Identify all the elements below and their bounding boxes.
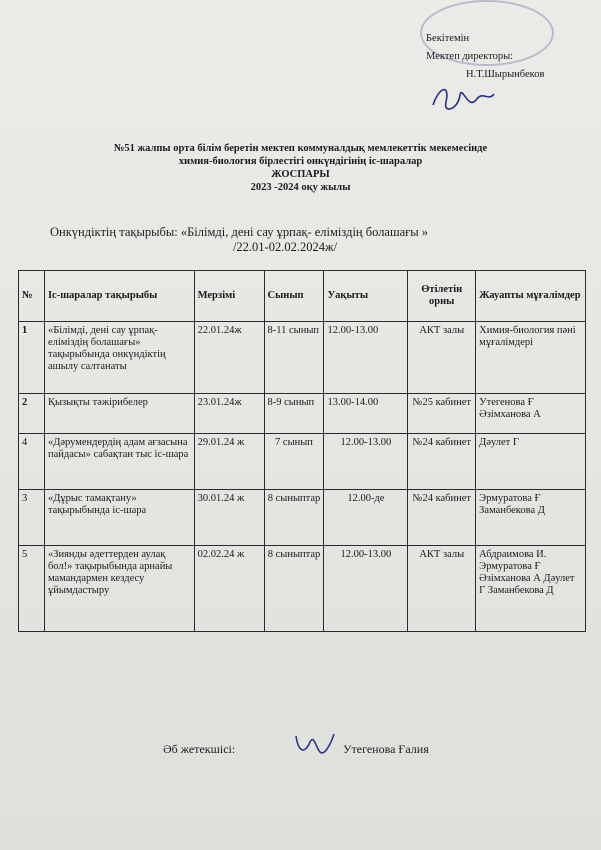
cell-title: «Зиянды әдеттерден аулақ бол!» тақырыбында арнайы мамандармен кездесу ұйымдастыру <box>44 546 194 632</box>
cell-teacher: Эрмуратова Ғ Заманбекова Д <box>476 490 586 546</box>
col-date: Мерзімі <box>194 271 264 322</box>
cell-teacher: Утегенова Ғ Әзімханова А <box>476 394 586 434</box>
head-signature <box>290 728 340 762</box>
cell-time: 13.00-14.00 <box>324 394 408 434</box>
cell-number: 1 <box>19 322 45 394</box>
topic-dates: /22.01-02.02.2024ж/ <box>232 240 338 254</box>
approval-position: Мектеп директоры: <box>426 51 514 62</box>
cell-teacher: Дәулет Г <box>476 434 586 490</box>
approval-name: Н.Т.Шырынбеков <box>466 69 545 80</box>
col-teacher: Жауапты мұғалімдер <box>476 271 586 322</box>
cell-place: №24 кабинет <box>408 434 476 490</box>
cell-date: 22.01.24ж <box>194 322 264 394</box>
approval-title: Бекітемін <box>426 33 470 44</box>
cell-place: АКТ залы <box>408 546 476 632</box>
cell-date: 30.01.24 ж <box>194 490 264 546</box>
header-year: 2023 -2024 оқу жылы <box>250 182 351 193</box>
col-title: Іс-шаралар тақырыбы <box>44 271 194 322</box>
cell-teacher: Химия-биология пәні мұғалімдері <box>476 322 586 394</box>
cell-date: 23.01.24ж <box>194 394 264 434</box>
cell-time: 12.00-13.00 <box>324 322 408 394</box>
cell-teacher: Абдраимова И. Эрмуратова Ғ Әзімханова А Дәулет Г Заманбекова Д <box>476 546 586 632</box>
cell-class: 8 сыныптар <box>264 490 324 546</box>
cell-place: №24 кабинет <box>408 490 476 546</box>
cell-number: 5 <box>19 546 45 632</box>
cell-number: 2 <box>19 394 45 434</box>
cell-date: 02.02.24 ж <box>194 546 264 632</box>
cell-place: АКТ залы <box>408 322 476 394</box>
header-line-2: химия-биология бірлестігі онкүндігінің іс-шаралар <box>178 156 423 167</box>
cell-title: «Дәрумендердің адам ағзасына пайдасы» сабақтан тыс іс-шара <box>44 434 194 490</box>
col-time: Уақыты <box>324 271 408 322</box>
topic-line-1: Онкүндіктің тақырыбы: «Білімді, дені сау ұрпақ- еліміздің болашағы » <box>50 225 429 239</box>
cell-title: Қызықты тәжірибелер <box>44 394 194 434</box>
cell-title: «Білімді, дені сау ұрпақ-еліміздің болашағы» тақырыбында онкүндіктің ашылу салтанаты <box>44 322 194 394</box>
cell-time: 12.00-13.00 <box>324 434 408 490</box>
col-class: Сынып <box>264 271 324 322</box>
director-signature <box>428 80 498 120</box>
cell-title: «Дұрыс тамақтану» тақырыбында іс-шара <box>44 490 194 546</box>
approval-block <box>426 30 544 84</box>
topic-block <box>50 225 520 255</box>
col-place: Өтілетін орны <box>408 271 476 322</box>
table-row <box>19 490 586 546</box>
table-header-row <box>19 271 586 322</box>
header-title: ЖОСПАРЫ <box>271 169 330 180</box>
header-line-1: №51 жалпы орта білім беретін мектеп коммуналдық мемлекеттік мекемесінде <box>113 143 488 154</box>
cell-number: 4 <box>19 434 45 490</box>
cell-class: 8 сыныптар <box>264 546 324 632</box>
table-row <box>19 322 586 394</box>
cell-time: 12.00-13.00 <box>324 546 408 632</box>
footer-name: Утегенова Ғалия <box>343 742 429 756</box>
cell-time: 12.00-де <box>324 490 408 546</box>
cell-date: 29.01.24 ж <box>194 434 264 490</box>
table-row <box>19 394 586 434</box>
cell-place: №25 кабинет <box>408 394 476 434</box>
cell-number: 3 <box>19 490 45 546</box>
cell-class: 7 сынып <box>264 434 324 490</box>
table-row <box>19 546 586 632</box>
cell-class: 8-11 сынып <box>264 322 324 394</box>
cell-class: 8-9 сынып <box>264 394 324 434</box>
events-table <box>18 270 586 632</box>
col-number: № <box>19 271 45 322</box>
table-row <box>19 434 586 490</box>
footer-label: Әб жетекшісі: <box>163 742 236 756</box>
